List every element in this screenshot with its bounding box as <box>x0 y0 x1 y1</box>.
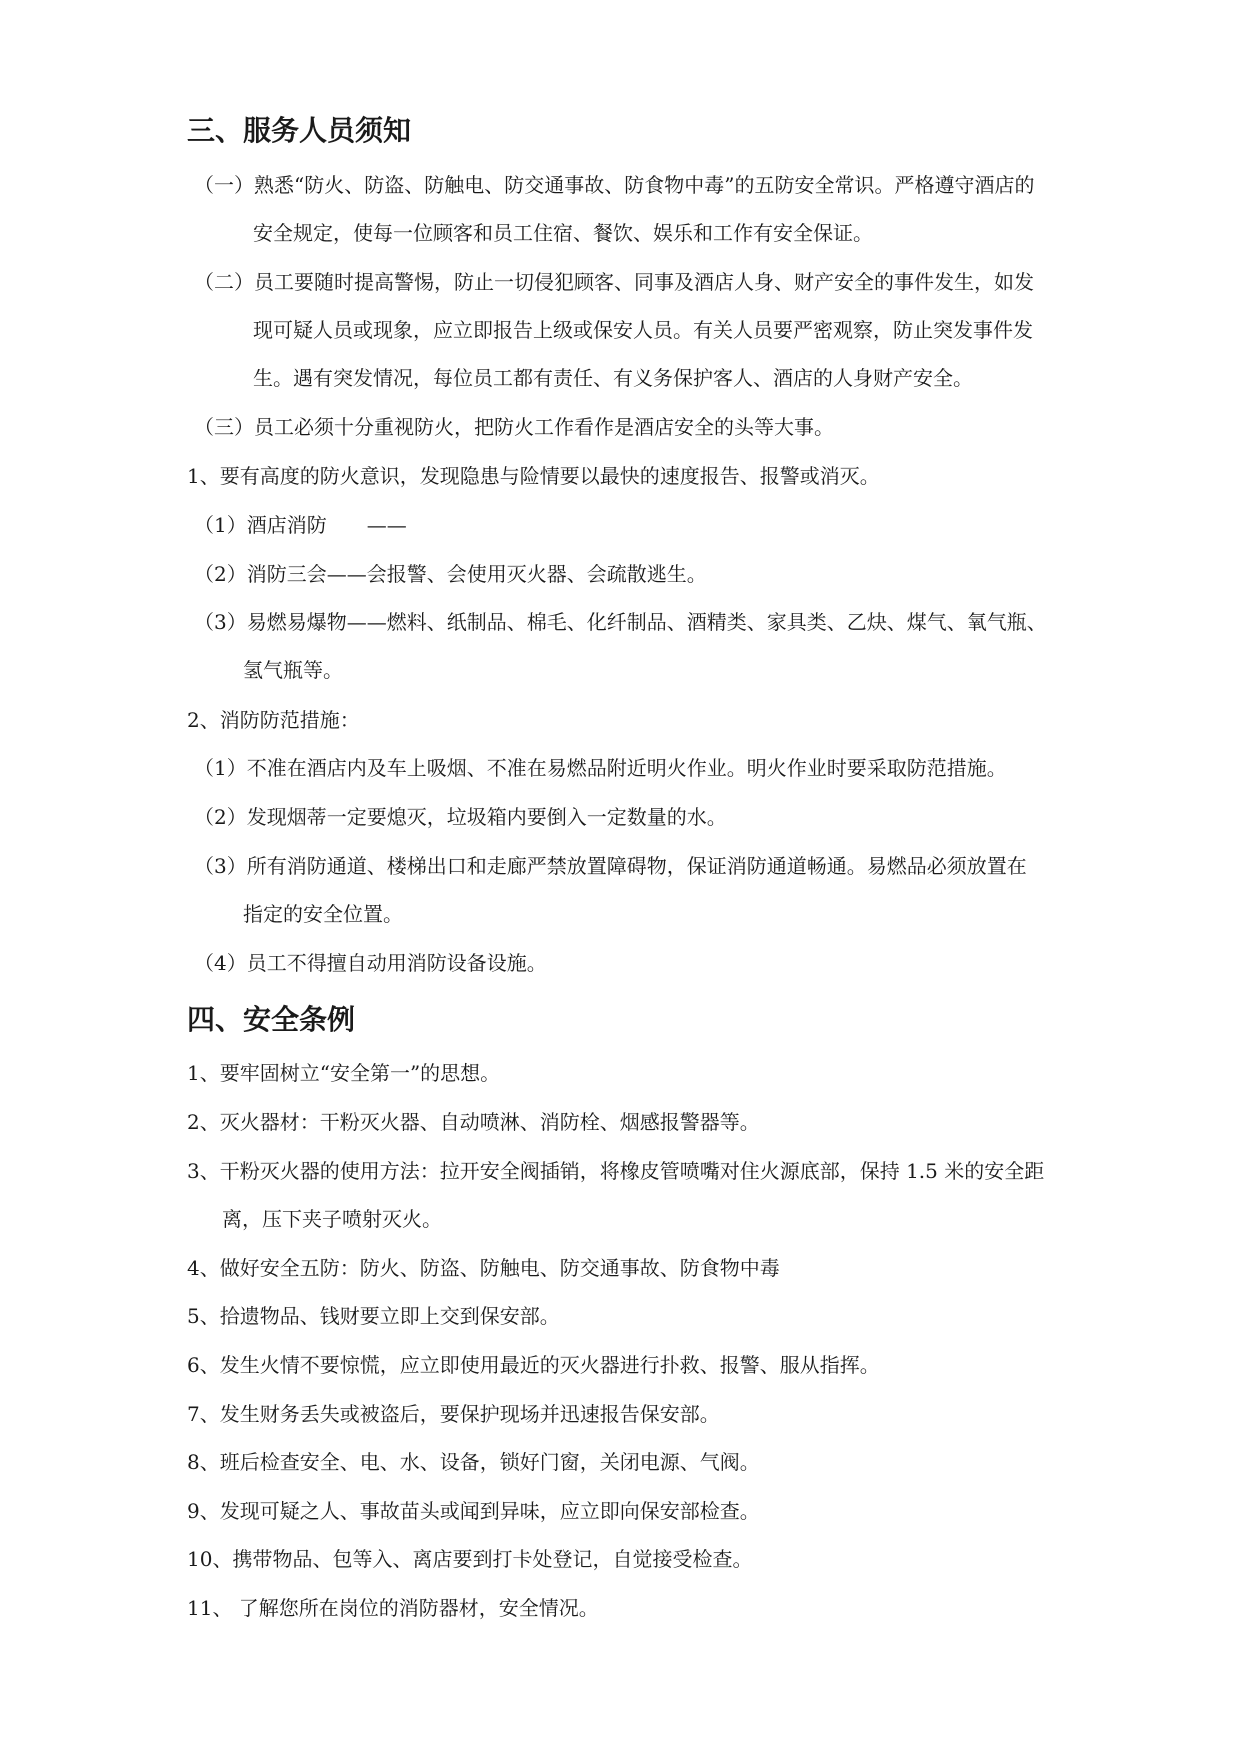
paragraph-line: 7、发生财务丢失或被盗后，要保护现场并迅速报告保安部。 <box>187 1402 720 1426</box>
paragraph-line: （3）易燃易爆物——燃料、纸制品、棉毛、化纤制品、酒精类、家具类、乙炔、煤气、氧气瓶、 <box>194 610 1047 634</box>
paragraph-line: 11、 了解您所在岗位的消防器材，安全情况。 <box>187 1596 599 1620</box>
paragraph-line: （3）所有消防通道、楼梯出口和走廊严禁放置障碍物，保证消防通道畅通。易燃品必须放置在 <box>194 854 1027 878</box>
paragraph-line: 2、灭火器材：干粉灭火器、自动喷淋、消防栓、烟感报警器等。 <box>187 1110 760 1134</box>
section-heading-4: 四、安全条例 <box>187 1003 356 1036</box>
paragraph-line: 现可疑人员或现象，应立即报告上级或保安人员。有关人员要严密观察，防止突发事件发 <box>253 318 1033 342</box>
paragraph-line: 离，压下夹子喷射灭火。 <box>222 1207 442 1231</box>
paragraph-line: （2）发现烟蒂一定要熄灭，垃圾箱内要倒入一定数量的水。 <box>194 805 727 829</box>
paragraph-line: （1）酒店消防 —— <box>194 513 407 537</box>
paragraph-line: 生。遇有突发情况，每位员工都有责任、有义务保护客人、酒店的人身财产安全。 <box>253 366 973 390</box>
paragraph-line: （1）不准在酒店内及车上吸烟、不准在易燃品附近明火作业。明火作业时要采取防范措施。 <box>194 756 1007 780</box>
paragraph-line: 1、要有高度的防火意识，发现隐患与险情要以最快的速度报告、报警或消灭。 <box>187 464 880 488</box>
paragraph-line: 氢气瓶等。 <box>243 658 343 682</box>
paragraph-line: （三）员工必须十分重视防火，把防火工作看作是酒店安全的头等大事。 <box>194 415 834 439</box>
paragraph-line: 9、发现可疑之人、事故苗头或闻到异味，应立即向保安部检查。 <box>187 1499 760 1523</box>
paragraph-line: （2）消防三会——会报警、会使用灭火器、会疏散逃生。 <box>194 562 707 586</box>
paragraph-line: 6、发生火情不要惊慌，应立即使用最近的灭火器进行扑救、报警、服从指挥。 <box>187 1353 880 1377</box>
paragraph-line: 1、要牢固树立“安全第一”的思想。 <box>187 1061 501 1085</box>
section-heading-3: 三、服务人员须知 <box>187 114 412 147</box>
paragraph-line: （二）员工要随时提高警惕，防止一切侵犯顾客、同事及酒店人身、财产安全的事件发生，如发 <box>194 270 1034 294</box>
paragraph-line: 3、干粉灭火器的使用方法：拉开安全阀插销，将橡皮管喷嘴对住火源底部，保持 1.5 米的安全距 <box>187 1159 1045 1183</box>
paragraph-line: 2、消防防范措施： <box>187 708 360 732</box>
paragraph-line: 8、班后检查安全、电、水、设备，锁好门窗，关闭电源、气阀。 <box>187 1450 760 1474</box>
paragraph-line: 4、做好安全五防：防火、防盗、防触电、防交通事故、防食物中毒 <box>187 1256 780 1280</box>
paragraph-line: 指定的安全位置。 <box>243 902 403 926</box>
paragraph-line: 安全规定，使每一位顾客和员工住宿、餐饮、娱乐和工作有安全保证。 <box>253 221 873 245</box>
paragraph-line: 10、携带物品、包等入、离店要到打卡处登记，自觉接受检查。 <box>187 1547 753 1571</box>
paragraph-line: （一）熟悉“防火、防盗、防触电、防交通事故、防食物中毒”的五防安全常识。严格遵守酒店的 <box>194 173 1035 197</box>
paragraph-line: （4）员工不得擅自动用消防设备设施。 <box>194 951 547 975</box>
paragraph-line: 5、拾遗物品、钱财要立即上交到保安部。 <box>187 1304 560 1328</box>
